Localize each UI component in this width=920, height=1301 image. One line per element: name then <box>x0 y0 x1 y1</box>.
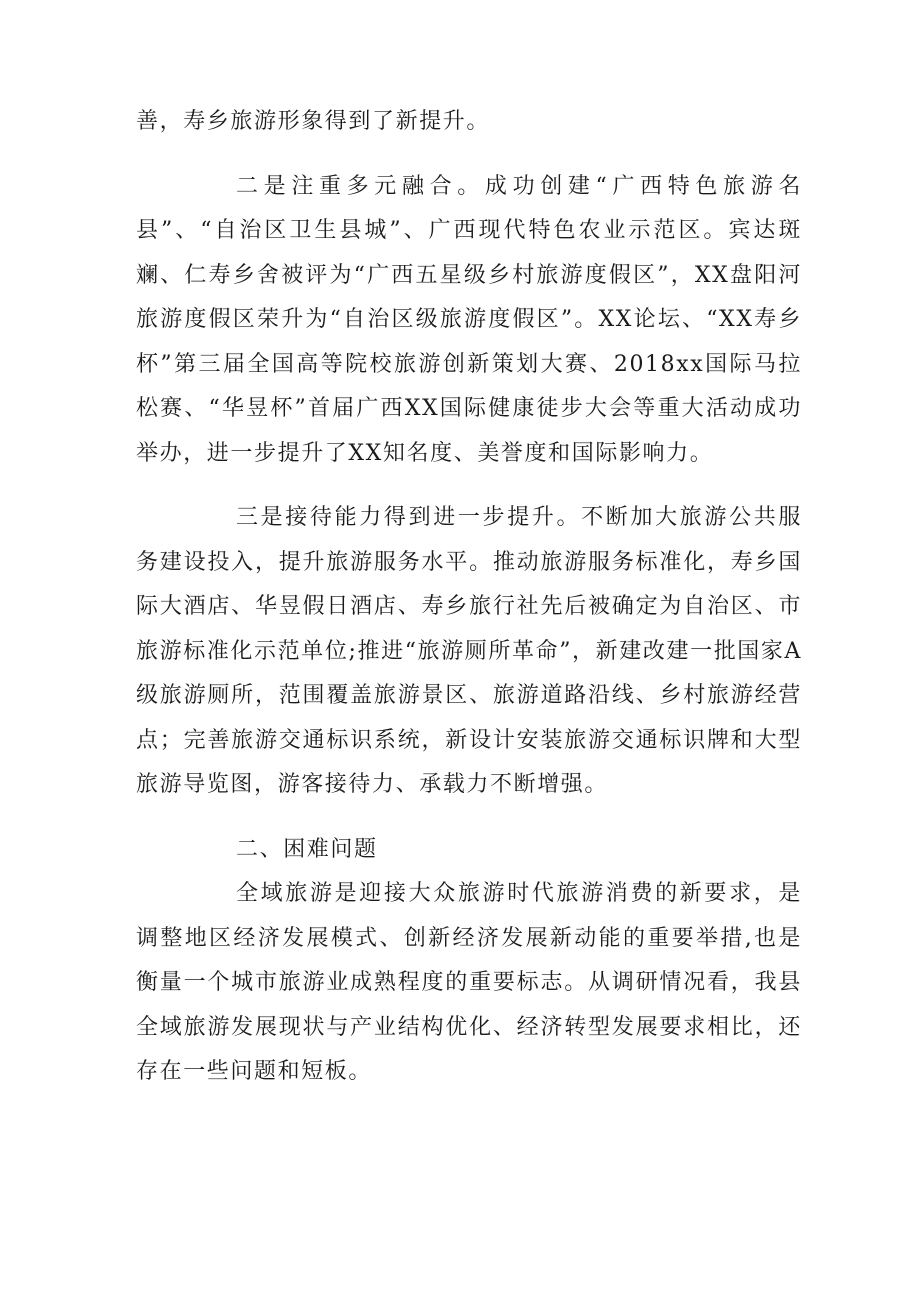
paragraph-difficulties-intro: 全域旅游是迎接大众旅游时代旅游消费的新要求，是调整地区经济发展模式、创新经济发展新动能的重要举措,也是衡量一个城市旅游业成熟程度的重要标志。从调研情况看，我县全域旅游发展现状与产业结构优化、经济转型发展要求相比，还存在一些问题和短板。 <box>136 881 802 1084</box>
section-heading: 二、困难问题 <box>236 836 378 862</box>
paragraph-continuation: 善，寿乡旅游形象得到了新提升。 <box>136 109 491 134</box>
paragraph-diversified-integration: 二是注重多元融合。成功创建“广西特色旅游名县”、“自治区卫生县城”、广西现代特色农业示范区。宾达斑斓、仁寿乡舍被评为“广西五星级乡村旅游度假区”，XX盘阳河旅游度假区荣升为“自治区级旅游度假区”。XX论坛、“XX寿乡杯”第三届全国高等院校旅游创新策划大赛、2018xx国际马拉松赛、“华昱杯”首届广西XX国际健康徒步大会等重大活动成功举办，进一步提升了XX知名度、美誉度和国际影响力。 <box>136 173 802 466</box>
paragraph-reception-capacity: 三是接待能力得到进一步提升。不断加大旅游公共服务建设投入，提升旅游服务水平。推动旅游服务标准化，寿乡国际大酒店、华昱假日酒店、寿乡旅行社先后被确定为自治区、市旅游标准化示范单位;推进“旅游厕所革命”，新建改建一批国家A级旅游厕所，范围覆盖旅游景区、旅游道路沿线、乡村旅游经营点；完善旅游交通标识系统，新设计安装旅游交通标识牌和大型旅游导览图，游客接待力、承载力不断增强。 <box>136 505 802 797</box>
document-body <box>136 100 802 1095</box>
